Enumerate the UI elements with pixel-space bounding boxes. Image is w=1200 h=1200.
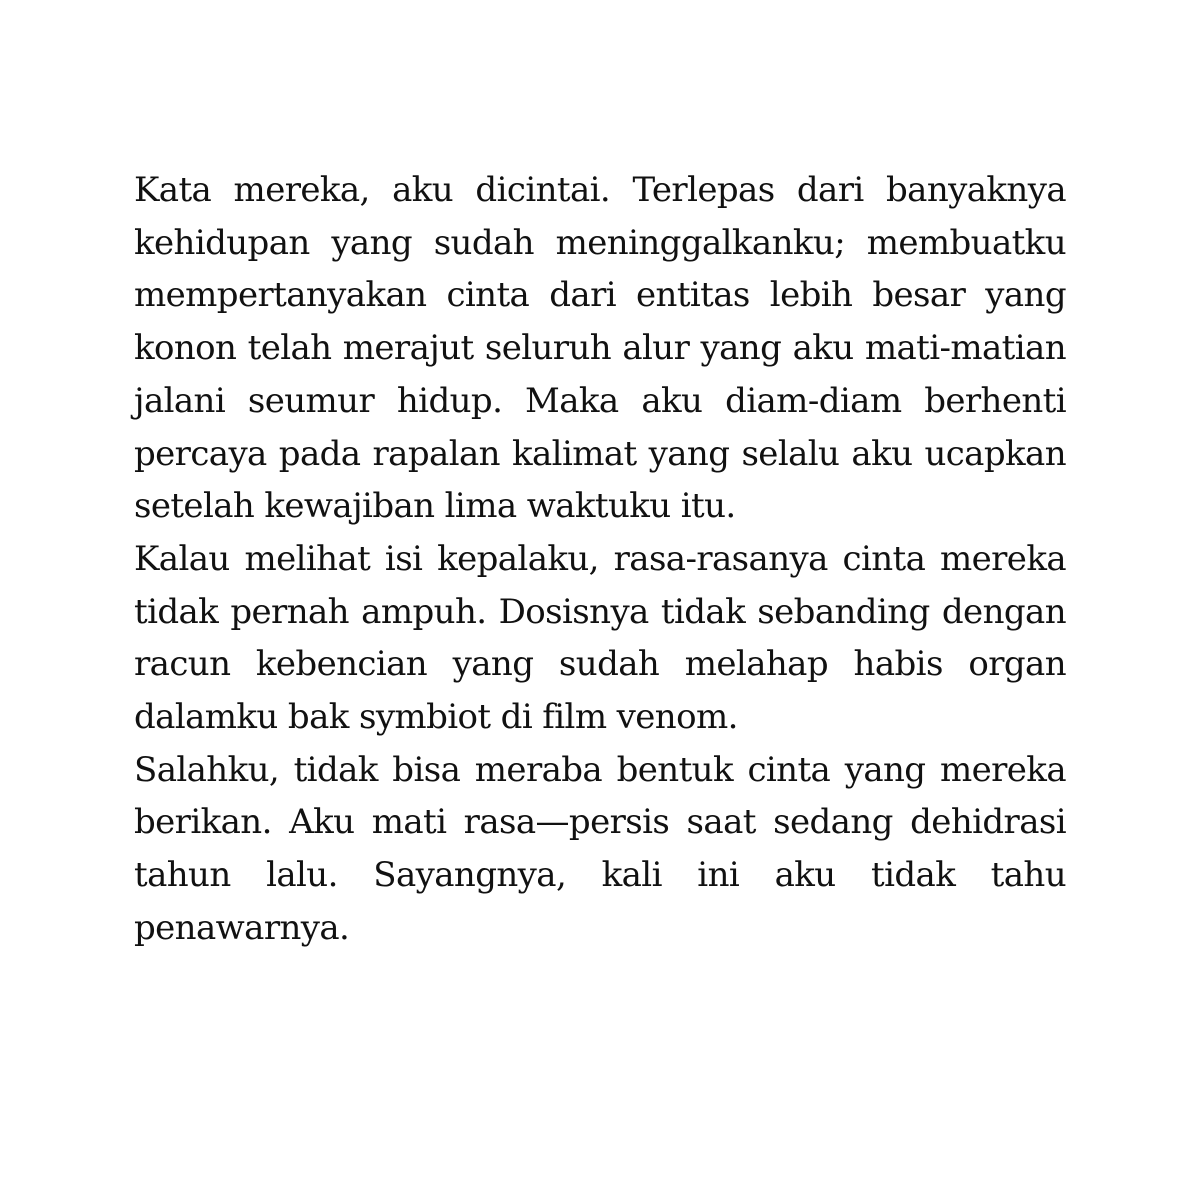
paragraph-2: Kalau melihat isi kepalaku, rasa-rasanya cinta mereka tidak pernah ampuh. Dosisnya tidak sebanding dengan racun kebencian yang sudah melahap habis organ dalamku bak symbiot di film venom.	[134, 538, 1066, 738]
body-text	[134, 164, 1066, 955]
paragraph-3: Salahku, tidak bisa meraba bentuk cinta yang mereka berikan. Aku mati rasa—persis saat sedang dehidrasi tahun lalu. Sayangnya, kali ini aku tidak tahu penawarnya.	[134, 749, 1066, 948]
paragraph-1: Kata mereka, aku dicintai. Terlepas dari banyaknya kehidupan yang sudah meninggalkanku; membuatku mempertanyakan cinta dari entitas lebih besar yang konon telah merajut seluruh alur yang aku mati-matian jalani seumur hidup. Maka aku diam-diam berhenti percaya pada rapalan kalimat yang selalu aku ucapkan setelah kewajiban lima waktuku itu.	[134, 170, 1066, 527]
